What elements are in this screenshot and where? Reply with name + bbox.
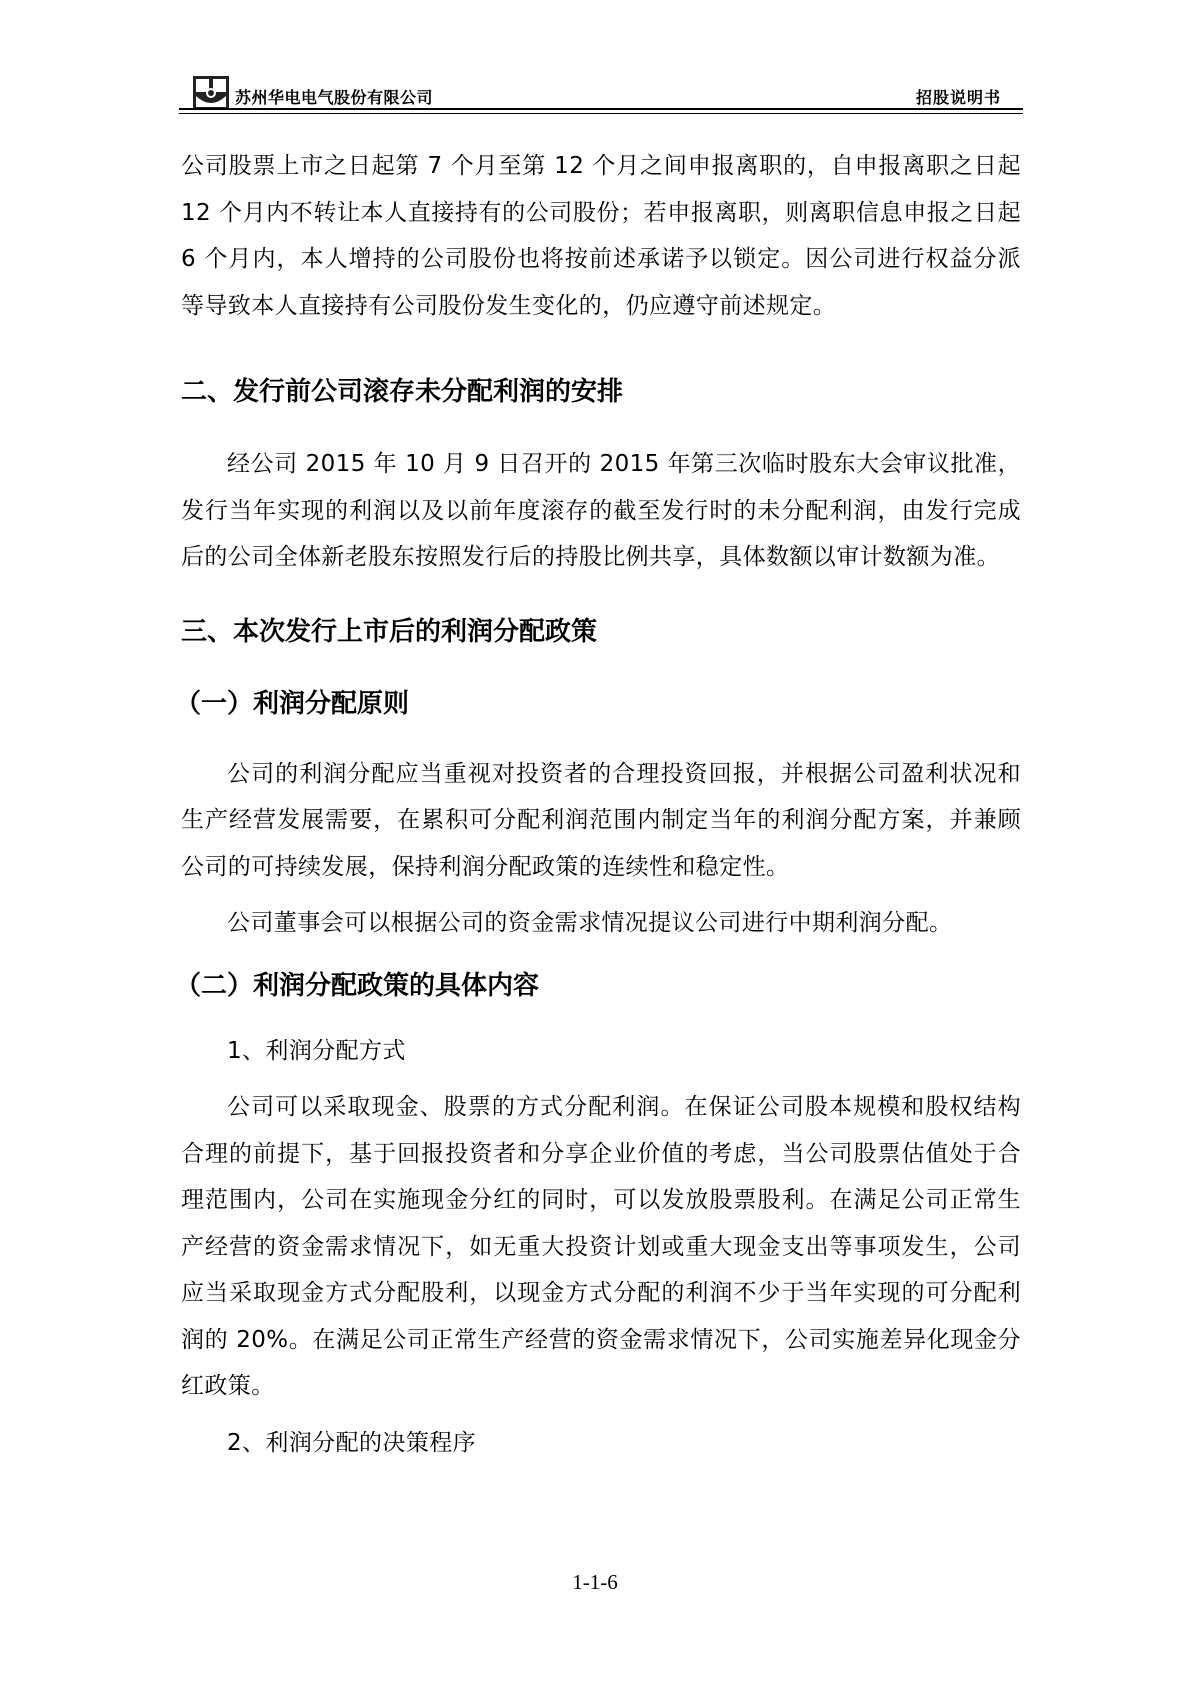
item-1-paragraph: 公司可以采取现金、股票的方式分配利润。在保证公司股本规模和股权结构合理的前提下，基于回报投资者和分享企业价值的考虑，当公司股票估值处于合理范围内，公司在实施现金分红的同时，可以发放股票股利。在满足公司正常生产经营的资金需求情况下，如无重大投资计划或重大现金支出等事项发生，公司应当采取现金方式分配股利，以现金方式分配的利润不少于当年实现的可分配利润的 20%。在满足公司正常生产经营的资金需求情况下，公司实施差异化现金分红政策。 (181, 1094, 1021, 1399)
company-logo-icon (193, 76, 229, 110)
header-divider (179, 108, 1023, 110)
subsection-2-heading: （二）利润分配政策的具体内容 (175, 970, 540, 1001)
section-2-paragraph: 经公司 2015 年 10 月 9 日召开的 2015 年第三次临时股东大会审议批准，发行当年实现的利润以及以前年度滚存的截至发行时的未分配利润，由发行完成后的公司全体新老股东按照发行后的持股比例共享，具体数额以审计数额为准。 (181, 451, 1021, 570)
subsection-1-paragraph-1: 公司的利润分配应当重视对投资者的合理投资回报，并根据公司盈利状况和生产经营发展需要，在累积可分配利润范围内制定当年的利润分配方案，并兼顾公司的可持续发展，保持利润分配政策的连续性和稳定性。 (181, 760, 1021, 880)
item-2-heading: 2、利润分配的决策程序 (227, 1429, 477, 1456)
header-divider-thin (179, 113, 1023, 114)
section-2-heading: 二、发行前公司滚存未分配利润的安排 (181, 377, 624, 407)
subsection-1-heading: （一）利润分配原则 (175, 688, 410, 719)
page-number: 1-1-6 (572, 1570, 618, 1594)
item-1-heading: 1、利润分配方式 (227, 1037, 406, 1064)
section-3-heading: 三、本次发行上市后的利润分配政策 (181, 616, 598, 647)
company-name: 苏州华电电气股份有限公司 (235, 88, 434, 107)
page-header (179, 68, 1023, 110)
subsection-1-paragraph-2: 公司董事会可以根据公司的资金需求情况提议公司进行中期利润分配。 (227, 910, 953, 936)
document-type: 招股说明书 (915, 88, 1001, 107)
document-body (175, 143, 1021, 1466)
paragraph-continued: 公司股票上市之日起第 7 个月至第 12 个月之间申报离职的，自申报离职之日起 12 个月内不转让本人直接持有的公司股份；若申报离职，则离职信息申报之日起 6 个月内，本人增持的公司股份也将按前述承诺予以锁定。因公司进行权益分派等导致本人直接持有公司股份发生变化的，仍应遵守前述规定。 (181, 153, 1021, 319)
